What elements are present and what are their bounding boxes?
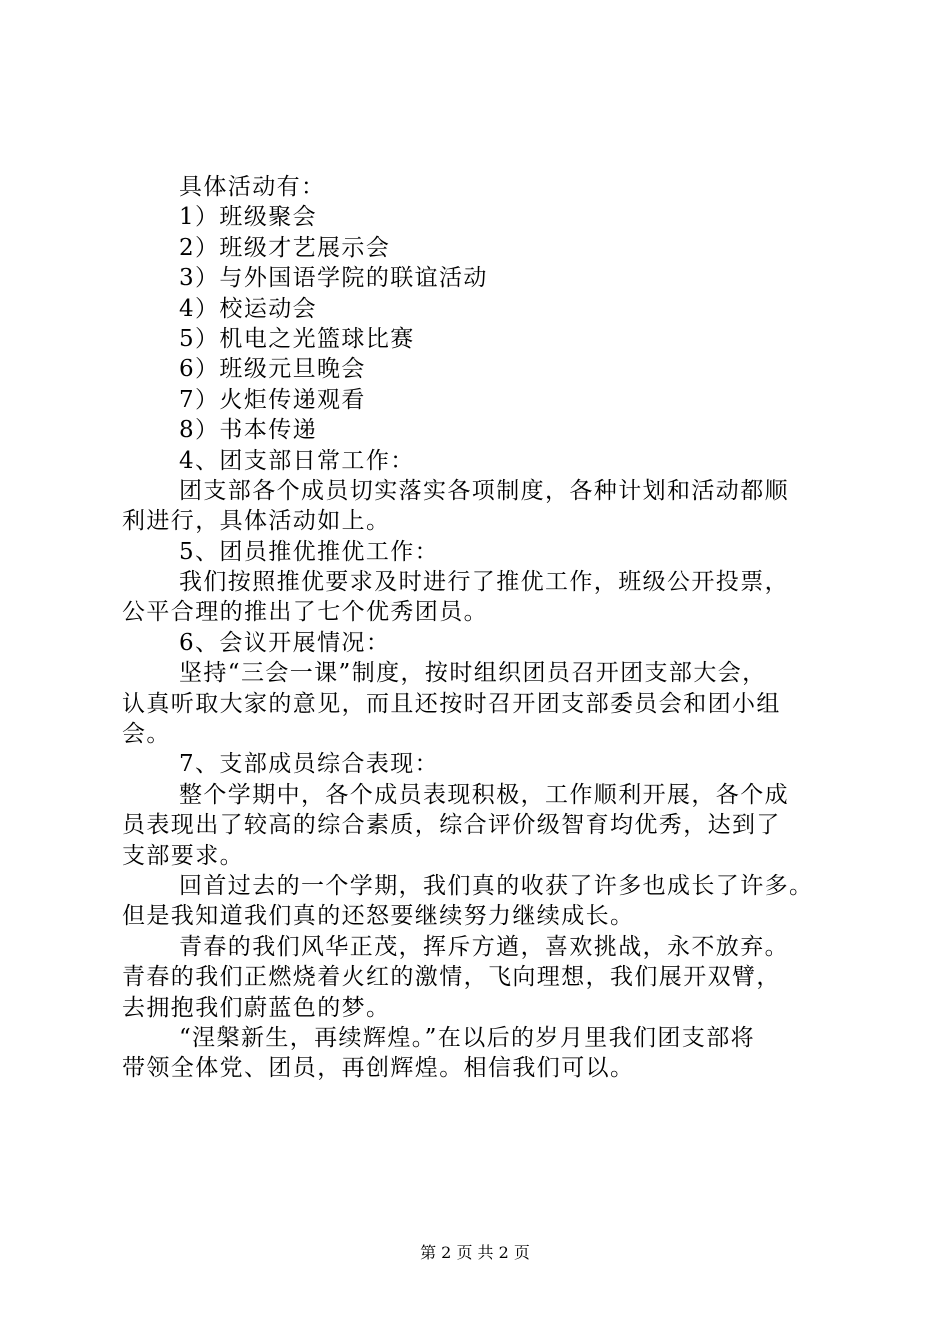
section-heading: 6、会议开展情况：	[179, 629, 391, 656]
paragraph-line: “涅槃新生，再续辉煌。”在以后的岁月里我们团支部将	[179, 1024, 756, 1051]
paragraph	[122, 932, 842, 1023]
list-item: 1）班级聚会	[179, 204, 318, 231]
page-number-footer: 第 2 页 共 2 页	[420, 1243, 530, 1262]
paragraph-line: 利进行，具体活动如上。	[122, 508, 391, 535]
paragraph	[122, 476, 842, 537]
paragraph-line: 坚持“三会一课”制度，按时组织团员召开团支部大会，	[179, 660, 767, 687]
paragraph	[122, 658, 842, 749]
paragraph-line: 会。	[122, 721, 171, 748]
paragraph-line: 团支部各个成员切实落实各项制度，各种计划和活动都顺	[179, 477, 789, 504]
paragraph-line: 员表现出了较高的综合素质，综合评价级智育均优秀，达到了	[122, 812, 781, 839]
paragraph	[122, 871, 842, 932]
paragraph-line: 回首过去的一个学期，我们真的收获了许多也成长了许多。	[179, 872, 814, 899]
paragraph	[122, 567, 842, 628]
paragraph-line: 青春的我们风华正茂，挥斥方遒，喜欢挑战，永不放弃。	[179, 933, 789, 960]
section-heading: 5、团员推优推优工作：	[179, 538, 440, 565]
list-item: 7）火炬传递观看	[179, 386, 366, 413]
paragraph-line: 支部要求。	[122, 842, 244, 869]
list-item: 3）与外国语学院的联谊活动	[179, 265, 488, 292]
list-item: 5）机电之光篮球比赛	[179, 325, 415, 352]
paragraph	[122, 780, 842, 871]
paragraph-line: 去拥抱我们蔚蓝色的梦。	[122, 994, 391, 1021]
paragraph-line: 整个学期中，各个成员表现积极，工作顺利开展，各个成	[179, 781, 789, 808]
document-body	[122, 172, 842, 1084]
paragraph-line: 但是我知道我们真的还怒要继续努力继续成长。	[122, 903, 635, 930]
paragraph-line: 认真听取大家的意见，而且还按时召开团支部委员会和团小组	[122, 690, 781, 717]
paragraph-line: 带领全体党、团员，再创辉煌。相信我们可以。	[122, 1055, 635, 1082]
paragraph-line: 公平合理的推出了七个优秀团员。	[122, 599, 488, 626]
list-item: 6）班级元旦晚会	[179, 356, 366, 383]
section-heading: 7、支部成员综合表现：	[179, 751, 440, 778]
paragraph-line: 我们按照推优要求及时进行了推优工作，班级公开投票，	[179, 569, 789, 596]
list-item: 4）校运动会	[179, 295, 318, 322]
list-item: 2）班级才艺展示会	[179, 234, 391, 261]
list-item: 8）书本传递	[179, 417, 318, 444]
paragraph	[122, 1023, 842, 1084]
section-heading: 4、团支部日常工作：	[179, 447, 415, 474]
text-line: 具体活动有：	[179, 174, 326, 200]
paragraph-line: 青春的我们正燃烧着火红的激情，飞向理想，我们展开双臂，	[122, 964, 781, 991]
